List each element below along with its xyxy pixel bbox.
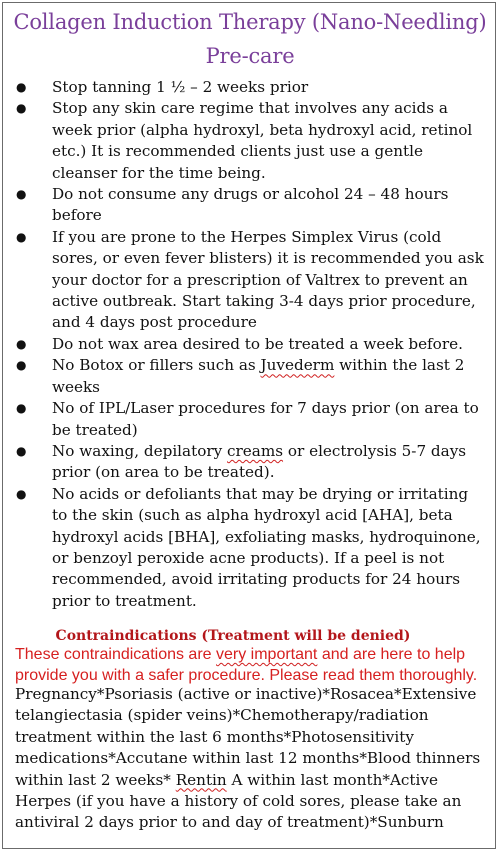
bullet-icon: ● <box>16 401 27 416</box>
spellcheck-flagged-word: Rentin <box>175 770 227 789</box>
list-item-text-before: No Botox or fillers such as <box>52 356 261 375</box>
spellcheck-flagged-word: Juvederm <box>260 356 335 375</box>
page-subtitle: Pre-care <box>205 44 295 68</box>
precare-list <box>0 77 500 612</box>
spellcheck-flagged-word: creams <box>227 441 284 460</box>
bullet-icon: ● <box>16 101 27 116</box>
list-item-text: Stop tanning 1 ½ – 2 weeks prior <box>52 78 309 96</box>
list-item-text-after: within the last 2 weeks <box>52 356 465 396</box>
bullet-icon: ● <box>16 443 27 458</box>
bullet-icon: ● <box>16 358 27 373</box>
bullet-icon: ● <box>16 336 27 351</box>
list-item <box>0 184 500 227</box>
list-item-text: Stop any skin care regime that involves any acids a week prior (alpha hydroxyl, beta hydroxyl acid, retinol etc.) It is recommended clients just use a gentle cleanser for the time being. <box>52 99 473 182</box>
contraindications-intro <box>15 644 495 686</box>
list-item <box>0 77 500 98</box>
contraindications-list <box>15 684 495 834</box>
spellcheck-flagged-word: very important <box>216 646 318 663</box>
intro-text-before: These contraindications are <box>15 646 216 663</box>
list-item-text-after: or electrolysis 5-7 days prior (on area to be treated). <box>52 441 467 482</box>
bullet-icon: ● <box>16 80 27 94</box>
list-item <box>0 355 500 398</box>
bullet-icon: ● <box>16 229 27 244</box>
list-item <box>0 334 500 355</box>
list-item-text: Do not consume any drugs or alcohol 24 – 48 hours before <box>52 185 449 225</box>
list-item <box>0 227 500 334</box>
contraindications-text-part1: Pregnancy*Psoriasis (active or inactive)*Rosacea*Extensive telangiectasia (spider veins)*Chemotherapy/radiation treatment within the last 6 months*Photosensitivity medications*Accutane within last 12 months*Blood thinners within last 2 weeks* <box>15 685 481 789</box>
list-item-text: No acids or defoliants that may be drying or irritating to the skin (such as alpha hydroxyl acid [AHA], beta hydroxyl acids [BHA], exfoliating masks, hydroquinone, or benzoyl peroxide acne products). If a peel is not recommended, avoid irritating products for 24 hours prior to treatment. <box>52 484 481 610</box>
page-title: Collagen Induction Therapy (Nano-Needling) <box>13 10 487 34</box>
bullet-icon: ● <box>16 187 27 202</box>
list-item-text: If you are prone to the Herpes Simplex Virus (cold sores, or even fever blisters) it is recommended you ask your doctor for a prescription of Valtrex to prevent an active outbreak. Start taking 3-4 days prior procedure, and 4 days post procedure <box>52 227 484 332</box>
list-item <box>0 98 500 184</box>
list-item-text: No of IPL/Laser procedures for 7 days prior (on area to be treated) <box>52 399 479 439</box>
list-item-text: Do not wax area desired to be treated a week before. <box>52 334 463 353</box>
bullet-icon: ● <box>16 486 27 501</box>
contraindications-heading: Contraindications (Treatment will be denied) <box>55 628 411 644</box>
list-item-text-before: No waxing, depilatory <box>52 441 228 460</box>
contraindications-text-part2: A within last month*Active Herpes (if you have a history of cold sores, please take an antiviral 2 days prior to and day of treatment)*Sunburn <box>15 770 462 832</box>
list-item <box>0 398 500 441</box>
list-item <box>0 484 500 612</box>
intro-text-after: and are here to help provide you with a safer procedure. Please read them thoroughly. <box>15 646 478 684</box>
list-item <box>0 441 500 484</box>
